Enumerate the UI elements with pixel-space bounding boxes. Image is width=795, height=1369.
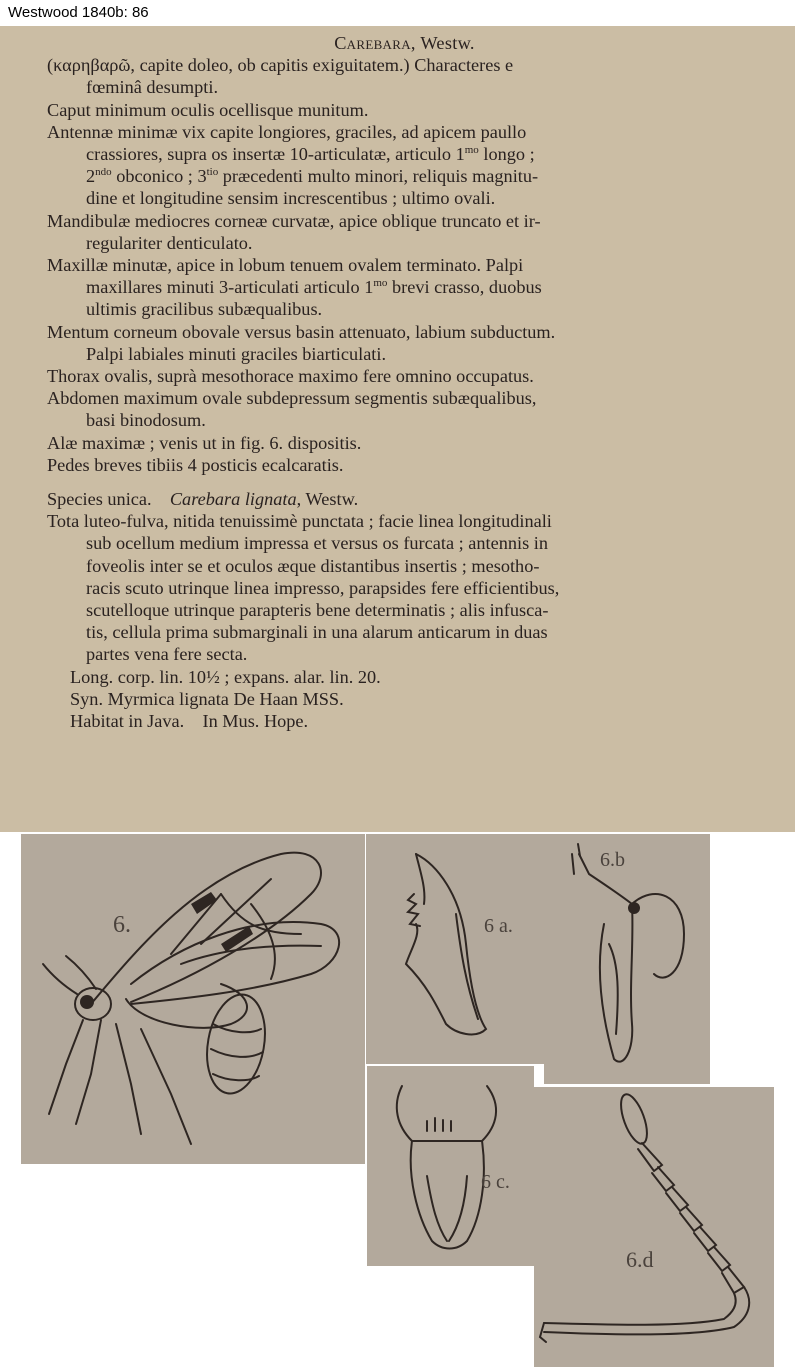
text-run: maxillares minuti 3-articulati articulo 1 (86, 277, 374, 298)
species-label: Species unica. (47, 489, 152, 510)
paragraph-line: Maxillæ minutæ, apice in lobum tenuem ovalem terminato. Palpi (47, 255, 524, 276)
figure-6b-maxilla (544, 834, 710, 1084)
figure-6-label: 6. (113, 912, 131, 938)
measurements (48, 666, 781, 688)
paragraph-line: regulariter denticulato. (86, 232, 253, 253)
paragraph-line: Mentum corneum obovale versus basin attenuato, labium subductum. (47, 321, 556, 342)
text-run: longo ; (478, 144, 535, 165)
superscript: tio (206, 166, 219, 179)
paragraph-line: racis scuto utrinque linea impresso, parapsides fere efficientibus, (86, 577, 560, 598)
species-heading (48, 488, 781, 510)
paragraph-thorax (48, 365, 781, 387)
paragraph-line (48, 165, 781, 187)
paragraph-pedes (48, 454, 781, 476)
paragraph-alae (48, 432, 781, 454)
text-run: crassiores, supra os insertæ 10-articulatæ, articulo 1 (86, 144, 465, 165)
figure-6d-antenna (534, 1087, 774, 1367)
species-author: , Westw. (296, 489, 359, 510)
fraction: ½ (206, 666, 220, 687)
genus-author: , Westw. (410, 33, 475, 53)
paragraph-etymology (48, 54, 781, 98)
paragraph-line: tis, cellula prima submarginali in una alarum anticarum in duas (86, 622, 548, 643)
paragraph-line: Tota luteo-fulva, nitida tenuissimè punctata ; facie linea longitudinali (47, 511, 552, 532)
figure-6a-mandible (366, 834, 544, 1064)
image-caption: Westwood 1840b: 86 (8, 4, 149, 21)
figure-6c-label: 6 c. (481, 1171, 510, 1193)
figure-6d-label: 6.d (626, 1247, 654, 1272)
paragraph-line: scutelloque utrinque parapteris bene determinatis ; alis infusca- (86, 600, 549, 621)
text-run: 2 (86, 166, 96, 187)
text-run: Long. corp. lin. 10 (70, 666, 207, 687)
text-run: ; expans. alar. lin. 20. (219, 666, 381, 687)
paragraph-mentum (48, 321, 781, 365)
paragraph-line: Pedes breves tibiis 4 posticis ecalcaratis. (47, 454, 344, 475)
paragraph-line: ultimis gracilibus subæqualibus. (86, 299, 323, 320)
paragraph-line: Mandibulæ mediocres corneæ curvatæ, apice oblique truncato et ir- (47, 210, 541, 231)
paragraph-caput (48, 99, 781, 121)
paragraph-line (48, 143, 781, 165)
superscript: ndo (95, 166, 112, 179)
paragraph-line: Thorax ovalis, suprà mesothorace maximo fere omnino occupatus. (47, 366, 534, 387)
paragraph-abdomen (48, 387, 781, 431)
paragraph-mandibulae (48, 210, 781, 254)
paragraph-line: basi binodosum. (86, 410, 206, 431)
figure-6-insect (21, 834, 365, 1164)
paragraph-antennae (48, 121, 781, 210)
superscript: mo (373, 277, 388, 290)
antenna-drawing (534, 1087, 774, 1367)
paragraph-line: Alæ maximæ ; venis ut in fig. 6. dispositis. (47, 432, 362, 453)
figure-6a-label: 6 a. (484, 915, 513, 937)
paragraph-line: Antennæ minimæ vix capite longiores, graciles, ad apicem paullo (47, 121, 527, 142)
synonym: Syn. Myrmica lignata De Haan MSS. (70, 688, 344, 709)
mentum-drawing (367, 1066, 534, 1266)
insect-drawing (21, 834, 365, 1164)
figure-6c-mentum (367, 1066, 534, 1266)
paragraph-line: Palpi labiales minuti graciles biarticulati. (86, 343, 387, 364)
maxilla-drawing (544, 834, 710, 1084)
text-run: obconico ; 3 (111, 166, 207, 187)
species-name: Carebara lignata (169, 489, 297, 510)
figure-6b-label: 6.b (600, 849, 625, 871)
paragraph-line: fœminâ desumpti. (86, 77, 219, 98)
text-run: præcedenti multo minori, reliquis magnitu- (218, 166, 539, 187)
paragraph-line: sub ocellum medium impressa et versus os furcata ; antennis in (86, 533, 549, 554)
mandible-drawing (366, 834, 544, 1064)
paragraph-line: dine et longitudine sensim increscentibus ; ultimo ovali. (86, 188, 496, 209)
paragraph-line: partes vena fere secta. (86, 644, 248, 665)
paragraph-maxillae (48, 254, 781, 321)
text-run: brevi crasso, duobus (387, 277, 542, 298)
book-page (0, 26, 795, 832)
paragraph-line: Caput minimum oculis ocellisque munitum. (47, 99, 369, 120)
paragraph-line: Abdomen maximum ovale subdepressum segmentis subæqualibus, (47, 388, 537, 409)
paragraph-line: (καρηβαρῶ, capite doleo, ob capitis exiguitatem.) Characteres e (47, 55, 514, 76)
species-description (48, 510, 781, 665)
superscript: mo (464, 143, 479, 156)
genus-title (28, 32, 781, 54)
genus-name: Carebara (334, 33, 411, 53)
paragraph-line (48, 276, 781, 298)
habitat: Habitat in Java. In Mus. Hope. (70, 711, 309, 732)
paragraph-line: foveolis inter se et oculos æque distantibus insertis ; mesotho- (86, 555, 540, 576)
